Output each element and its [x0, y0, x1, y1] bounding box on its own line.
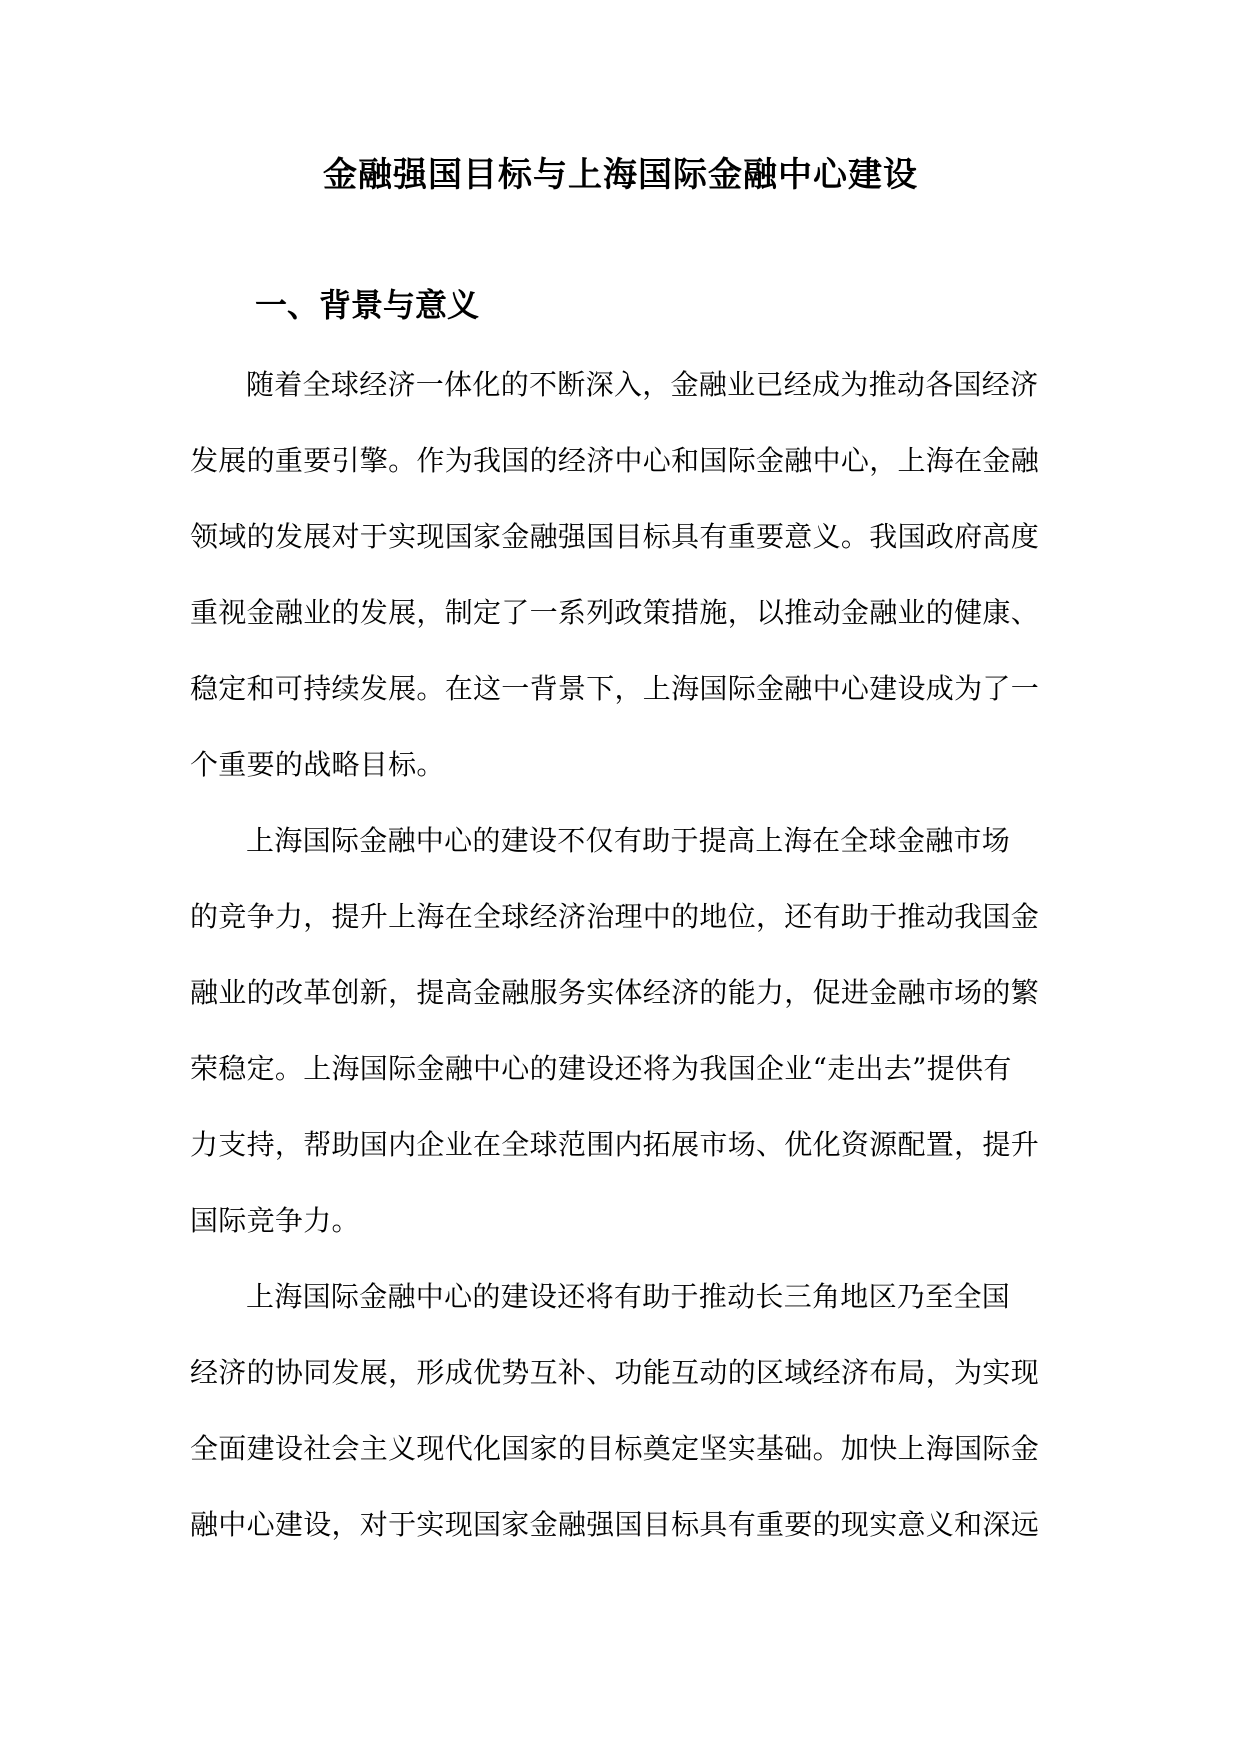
text-line: 重视金融业的发展，制定了一系列政策措施，以推动金融业的健康、 [190, 596, 1040, 629]
body-text [190, 360, 1070, 1576]
text-line: 荣稳定。上海国际金融中心的建设还将为我国企业“走出去”提供有 [190, 1052, 1012, 1085]
text-line: 融业的改革创新，提高金融服务实体经济的能力，促进金融市场的繁 [190, 976, 1040, 1009]
text-line: 的竞争力，提升上海在全球经济治理中的地位，还有助于推动我国金 [190, 900, 1040, 933]
text-line: 全面建设社会主义现代化国家的目标奠定坚实基础。加快上海国际金 [190, 1432, 1040, 1465]
document-title: 金融强国目标与上海国际金融中心建设 [323, 155, 918, 195]
text-line: 稳定和可持续发展。在这一背景下，上海国际金融中心建设成为了一 [190, 672, 1040, 705]
text-line: 国际竞争力。 [190, 1204, 360, 1237]
text-line: 领域的发展对于实现国家金融强国目标具有重要意义。我国政府高度 [190, 520, 1040, 553]
text-line: 发展的重要引擎。作为我国的经济中心和国际金融中心，上海在金融 [190, 444, 1040, 477]
text-line: 力支持，帮助国内企业在全球范围内拓展市场、优化资源配置，提升 [190, 1128, 1040, 1161]
paragraph [190, 816, 1070, 1272]
text-line: 个重要的战略目标。 [190, 748, 445, 781]
section-heading: 一、背景与意义 [255, 286, 480, 324]
text-line: 融中心建设，对于实现国家金融强国目标具有重要的现实意义和深远 [190, 1508, 1040, 1541]
text-line: 上海国际金融中心的建设还将有助于推动长三角地区乃至全国 [246, 1280, 1011, 1313]
paragraph [190, 1272, 1070, 1576]
text-line: 随着全球经济一体化的不断深入，金融业已经成为推动各国经济 [246, 368, 1039, 401]
paragraph [190, 360, 1070, 816]
text-line: 经济的协同发展，形成优势互补、功能互动的区域经济布局，为实现 [190, 1356, 1040, 1389]
text-line: 上海国际金融中心的建设不仅有助于提高上海在全球金融市场 [246, 824, 1011, 857]
